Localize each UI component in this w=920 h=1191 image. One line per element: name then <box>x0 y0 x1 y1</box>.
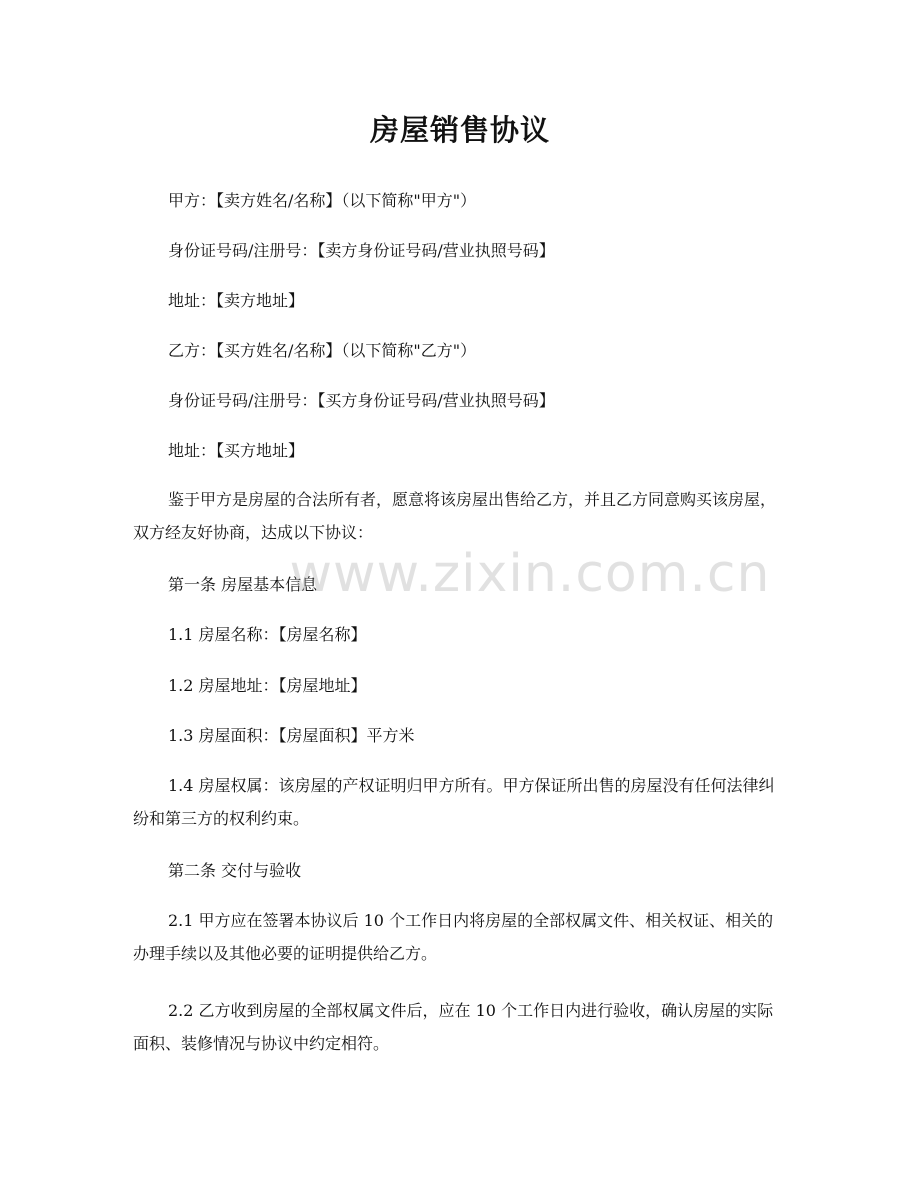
item-1-1: 1.1 房屋名称：【房屋名称】 <box>168 625 367 644</box>
party-a-line: 甲方：【卖方姓名/名称】（以下简称"甲方"） <box>168 191 477 210</box>
party-b-address-line: 地址：【买方地址】 <box>168 441 305 460</box>
item-1-4: 1.4 房屋权属：该房屋的产权证明归甲方所有。甲方保证所出售的房屋没有任何法律纠纷和第三方的权利约束。 <box>133 776 775 828</box>
party-a-address-line: 地址：【卖方地址】 <box>168 291 305 310</box>
item-2-1: 2.1 甲方应在签署本协议后 10 个工作日内将房屋的全部权属文件、相关权证、相关的办理手续以及其他必要的证明提供给乙方。 <box>133 911 774 963</box>
party-b-line: 乙方：【买方姓名/名称】（以下简称"乙方"） <box>168 341 477 360</box>
preamble-paragraph: 鉴于甲方是房屋的合法所有者，愿意将该房屋出售给乙方，并且乙方同意购买该房屋，双方经友好协商，达成以下协议： <box>133 490 777 542</box>
party-b-id-line: 身份证号码/注册号：【买方身份证号码/营业执照号码】 <box>168 391 555 410</box>
item-1-2: 1.2 房屋地址：【房屋地址】 <box>168 676 367 695</box>
article-2-heading: 第二条 交付与验收 <box>168 861 302 880</box>
party-a-id-line: 身份证号码/注册号：【卖方身份证号码/营业执照号码】 <box>168 241 555 260</box>
watermark-text: www.zixin.com.cn <box>289 544 771 604</box>
document-title: 房屋销售协议 <box>369 113 550 147</box>
item-1-3: 1.3 房屋面积：【房屋面积】平方米 <box>168 726 415 745</box>
item-2-2: 2.2 乙方收到房屋的全部权属文件后，应在 10 个工作日内进行验收，确认房屋的实际面积、装修情况与协议中约定相符。 <box>133 1001 774 1053</box>
article-1-heading: 第一条 房屋基本信息 <box>168 575 318 594</box>
